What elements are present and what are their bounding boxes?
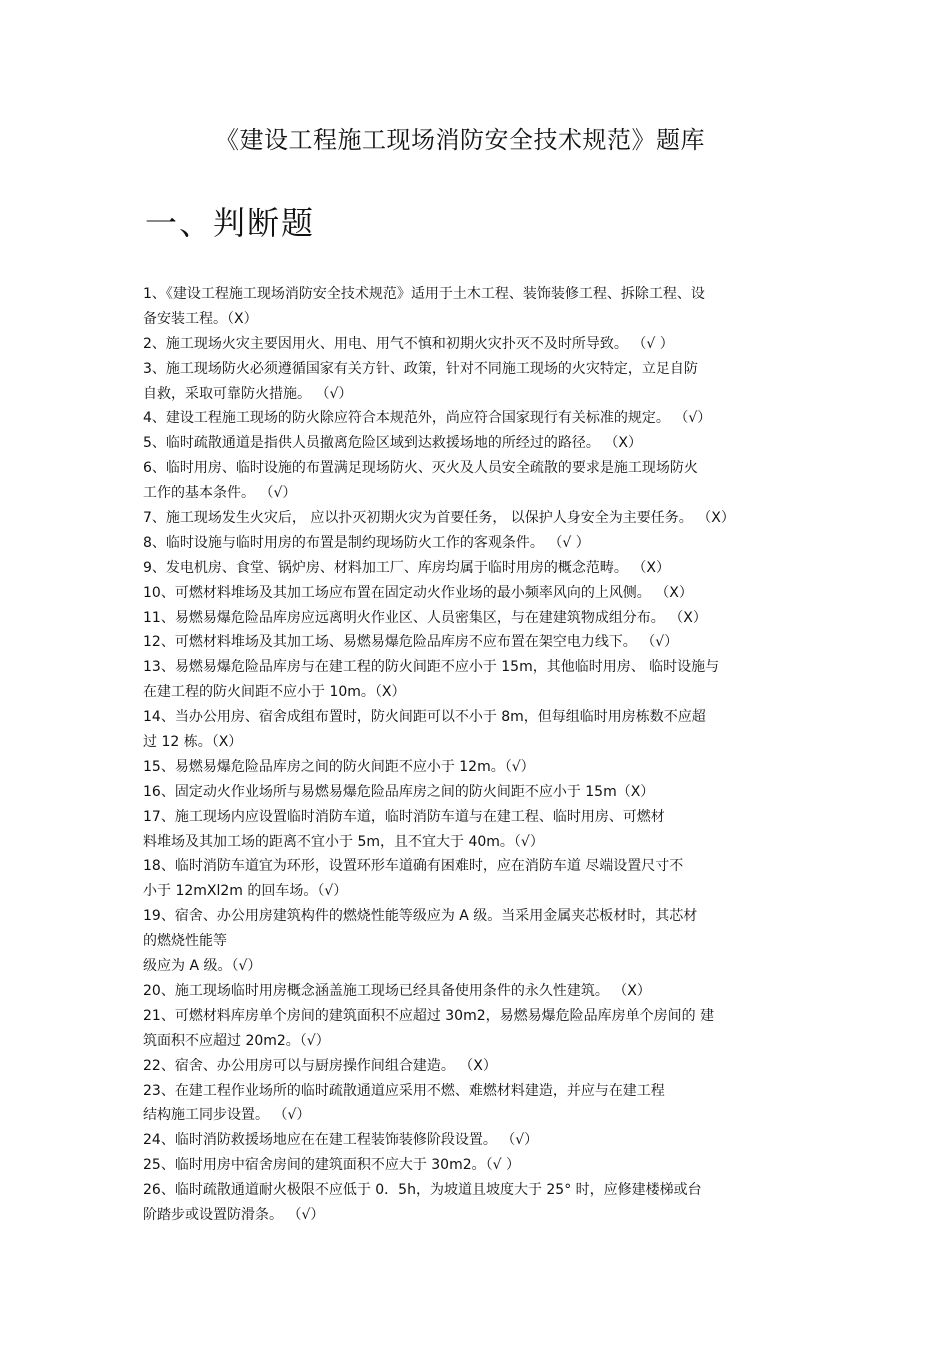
question-line: 阶踏步或设置防滑条。 （√） — [143, 1206, 325, 1223]
question-line: 24、临时消防救援场地应在在建工程装饰装修阶段设置。 （√） — [143, 1132, 539, 1149]
question-line: 14、当办公用房、宿舍成组布置时，防火间距可以不小于 8m，但每组临时用房栋数不应超 — [143, 709, 706, 726]
question-line: 备安装工程。（X） — [143, 310, 258, 327]
question-line: 3、施工现场防火必须遵循国家有关方针、政策，针对不同施工现场的火灾特定，立足自防 — [143, 360, 698, 377]
question-line: 2、施工现场火灾主要因用火、用电、用气不慎和初期火灾扑灭不及时所导致。 （√ ） — [143, 335, 674, 352]
question-line: 17、施工现场内应设置临时消防车道，临时消防车道与在建工程、临时用房、可燃材 — [143, 808, 665, 825]
question-line: 13、易燃易爆危险品库房与在建工程的防火间距不应小于 15m，其他临时用房、 临时设施与 — [143, 659, 720, 676]
question-line: 结构施工同步设置。 （√） — [143, 1107, 311, 1124]
question-line: 7、施工现场发生火灾后， 应以扑灭初期火灾为首要任务， 以保护人身安全为主要任务。 （X） — [143, 510, 735, 527]
question-line: 21、可燃材料库房单个房间的建筑面积不应超过 30m2，易燃易爆危险品库房单个房间的 建 — [143, 1007, 715, 1024]
question-line: 25、临时用房中宿舍房间的建筑面积不应大于 30m2。（√ ） — [143, 1157, 520, 1174]
question-line: 5、临时疏散通道是指供人员撤离危险区域到达救援场地的所经过的路径。 （X） — [143, 435, 642, 452]
question-line: 1、《建设工程施工现场消防安全技术规范》适用于土木工程、装饰装修工程、拆除工程、设 — [143, 286, 705, 302]
question-line: 8、临时设施与临时用房的布置是制约现场防火工作的客观条件。 （√ ） — [143, 534, 590, 551]
question-line: 19、宿舍、办公用房建筑构件的燃烧性能等级应为 A 级。当采用金属夹芯板材时，其芯材 — [143, 908, 698, 925]
question-line: 15、易燃易爆危险品库房之间的防火间距不应小于 12m。（√） — [143, 758, 535, 775]
question-line: 23、在建工程作业场所的临时疏散通道应采用不燃、难燃材料建造，并应与在建工程 — [143, 1082, 665, 1099]
question-line: 11、易燃易爆危险品库房应远离明火作业区、人员密集区，与在建建筑物成组分布。 （X） — [143, 609, 707, 626]
question-list — [143, 282, 808, 1228]
question-line: 的燃烧性能等 — [143, 933, 227, 950]
question-line: 4、建设工程施工现场的防火除应符合本规范外，尚应符合国家现行有关标准的规定。 （√） — [143, 410, 712, 427]
question-line: 10、可燃材料堆场及其加工场应布置在固定动火作业场的最小频率风向的上风侧。 （X） — [143, 584, 693, 601]
question-line: 16、固定动火作业场所与易燃易爆危险品库房之间的防火间距不应小于 15m（X） — [143, 783, 655, 800]
question-line: 级应为 A 级。（√） — [143, 958, 262, 975]
question-line: 9、发电机房、食堂、锅炉房、材料加工厂、库房均属于临时用房的概念范畴。 （X） — [143, 559, 670, 576]
question-line: 12、可燃材料堆场及其加工场、易燃易爆危险品库房不应布置在架空电力线下。 （√） — [143, 634, 679, 651]
question-line: 自救，采取可靠防火措施。 （√） — [143, 385, 353, 402]
question-line: 在建工程的防火间距不应小于 10m。（X） — [143, 684, 406, 701]
question-line: 18、临时消防车道宜为环形，设置环形车道确有困难时，应在消防车道 尽端设置尺寸不 — [143, 858, 684, 875]
question-line: 22、宿舍、办公用房可以与厨房操作间组合建造。 （X） — [143, 1057, 497, 1074]
question-line: 筑面积不应超过 20m2。（√） — [143, 1032, 330, 1049]
question-line: 20、施工现场临时用房概念涵盖施工现场已经具备使用条件的永久性建筑。 （X） — [143, 982, 651, 999]
section-heading: 一、判断题 — [145, 204, 316, 242]
question-line: 6、临时用房、临时设施的布置满足现场防火、灭火及人员安全疏散的要求是施工现场防火 — [143, 460, 698, 477]
document-title: 《建设工程施工现场消防安全技术规范》题库 — [215, 126, 705, 154]
question-line: 料堆场及其加工场的距离不宜小于 5m，且不宜大于 40m。（√） — [143, 833, 544, 850]
question-line: 小于 12mXl2m 的回车场。（√） — [143, 883, 348, 900]
question-line: 工作的基本条件。 （√） — [143, 485, 297, 502]
question-line: 过 12 栋。（X） — [143, 734, 243, 751]
question-line: 26、临时疏散通道耐火极限不应低于 0．5h，为坡道且坡度大于 25° 时，应修建楼梯或台 — [143, 1182, 702, 1199]
